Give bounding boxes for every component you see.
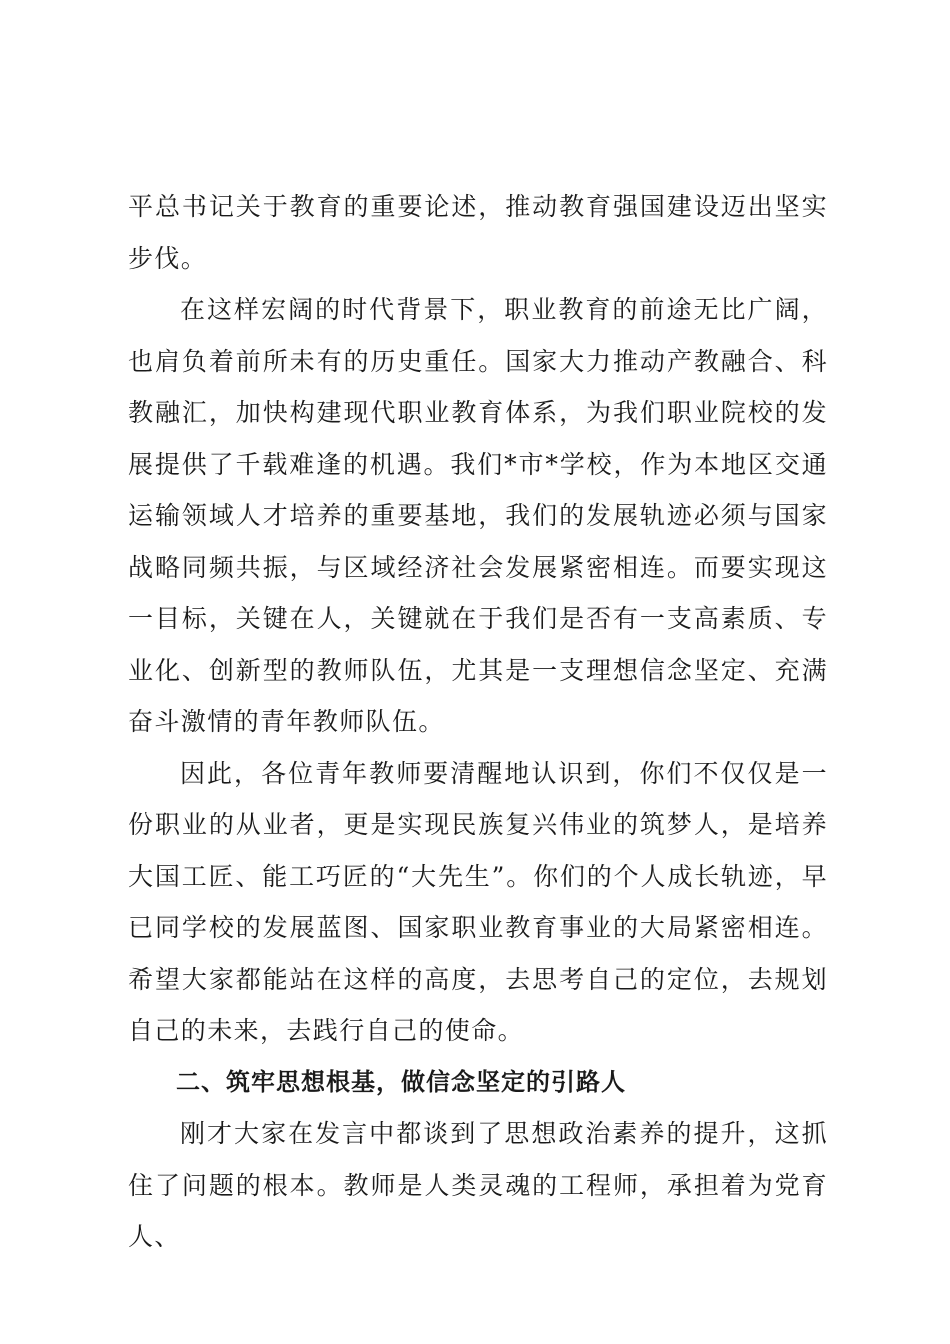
document-body	[128, 181, 828, 1263]
paragraph-young-teachers: 因此，各位青年教师要清醒地认识到，你们不仅仅是一份职业的从业者，更是实现民族复兴伟业的筑梦人，是培养大国工匠、能工巧匠的“大先生”。你们的个人成长轨迹，早已同学校的发展蓝图、国家职业教育事业的大局紧密相连。希望大家都能站在这样的高度，去思考自己的定位，去规划自己的未来，去践行自己的使命。	[128, 758, 828, 1045]
section-heading: 二、筑牢思想根基，做信念坚定的引路人	[176, 1067, 626, 1096]
paragraph-continued: 平总书记关于教育的重要论述，推动教育强国建设迈出坚实步伐。	[128, 192, 828, 273]
paragraph-ideology: 刚才大家在发言中都谈到了思想政治素养的提升，这抓住了问题的根本。教师是人类灵魂的工程师，承担着为党育人、	[128, 1119, 828, 1251]
paragraph-era-background: 在这样宏阔的时代背景下，职业教育的前途无比广阔，也肩负着前所未有的历史重任。国家大力推动产教融合、科教融汇，加快构建现代职业教育体系，为我们职业院校的发展提供了千载难逢的机遇。我们*市*学校，作为本地区交通运输领域人才培养的重要基地，我们的发展轨迹必须与国家战略同频共振，与区域经济社会发展紧密相连。而要实现这一目标，关键在人，关键就在于我们是否有一支高素质、专业化、创新型的教师队伍，尤其是一支理想信念坚定、充满奋斗激情的青年教师队伍。	[128, 295, 828, 736]
